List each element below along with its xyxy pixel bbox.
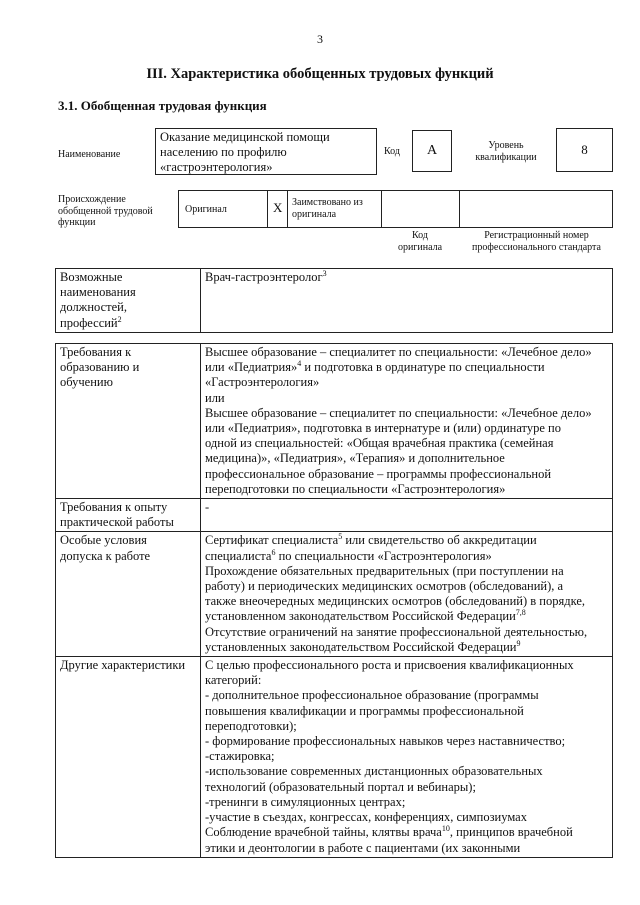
requirement-line <box>205 841 608 856</box>
requirement-text: Высшее образование – специалитет по специальности: «Лечебное дело» <box>205 405 592 420</box>
footnote-mark: 7,8 <box>515 608 526 618</box>
requirement-label-line: Другие характеристики <box>60 658 186 673</box>
requirement-label <box>56 657 201 858</box>
requirement-line <box>205 719 608 734</box>
requirement-line <box>205 549 608 564</box>
requirement-line <box>205 345 608 360</box>
table-row <box>56 532 613 657</box>
requirement-text: или «Педиатрия», подготовка в интернатуре и (или) ординатуре по <box>205 421 561 436</box>
requirement-text: - <box>205 500 210 515</box>
requirement-label-line: практической работы <box>60 515 174 530</box>
level-label <box>456 140 556 164</box>
requirement-line <box>205 749 608 764</box>
name-line-3: «гастроэнтерология» <box>160 160 273 174</box>
requirement-text: переподготовки); <box>205 718 297 733</box>
requirement-line <box>205 436 608 451</box>
positions-label-line-3: должностей, <box>60 300 127 315</box>
origin-label <box>58 194 153 229</box>
requirement-text: - дополнительное профессиональное образование (программы <box>205 688 539 703</box>
requirement-label-line: обучению <box>60 375 113 390</box>
orig-code-caption-line-1: Код <box>412 230 428 241</box>
requirement-line <box>205 673 608 688</box>
footnote-mark: 10 <box>441 824 450 834</box>
requirement-line <box>205 764 608 779</box>
page-number: 3 <box>317 32 323 46</box>
requirement-line <box>205 533 608 548</box>
requirement-line <box>205 688 608 703</box>
requirement-line <box>205 704 608 719</box>
requirement-line <box>205 810 608 825</box>
requirement-text: специалиста <box>205 548 272 563</box>
requirement-text: Соблюдение врачебной тайны, клятвы врача <box>205 825 442 840</box>
origin-table <box>178 190 613 228</box>
requirement-line <box>205 500 608 515</box>
requirement-text-after: , принципов врачебной <box>449 825 573 840</box>
borrowed-label-line-1: Заимствовано из <box>292 197 363 208</box>
requirement-line <box>205 609 608 624</box>
positions-label <box>56 269 201 333</box>
requirement-line <box>205 467 608 482</box>
requirement-line <box>205 406 608 421</box>
requirement-line <box>205 421 608 436</box>
code-value: А <box>412 130 452 172</box>
table-row <box>56 344 613 499</box>
requirement-value <box>201 344 613 499</box>
positions-label-line-2: наименования <box>60 285 136 300</box>
requirement-line <box>205 734 608 749</box>
origin-label-line-2: обобщенной трудовой <box>58 205 153 217</box>
requirement-line <box>205 625 608 640</box>
requirement-text: Отсутствие ограничений на занятие профессиональной деятельностью, <box>205 624 588 639</box>
positions-label-line-1: Возможные <box>60 270 123 284</box>
requirement-line <box>205 375 608 390</box>
requirement-text: установленных законодательством Российской Федерации <box>205 639 517 654</box>
name-line-1: Оказание медицинской помощи <box>160 130 330 144</box>
positions-value-text: Врач-гастроэнтеролог <box>205 270 323 284</box>
footnote-mark: 6 <box>271 547 276 557</box>
section-title: III. Характеристика обобщенных трудовых функций <box>146 66 494 82</box>
requirement-label-line: Особые условия <box>60 533 147 548</box>
requirement-value <box>201 499 613 532</box>
requirement-text: работу) и периодических медицинских осмотров (обследований), а <box>205 579 564 594</box>
requirement-text: повышения квалификации и программы профессиональной <box>205 703 524 718</box>
requirement-label-line: Требования к опыту <box>60 500 168 515</box>
borrowed-label <box>292 197 363 220</box>
requirement-line <box>205 795 608 810</box>
requirement-text: -участие в съездах, конгрессах, конференциях, симпозиумах <box>205 810 527 825</box>
requirement-line <box>205 564 608 579</box>
requirement-text: -использование современных дистанционных образовательных <box>205 764 543 779</box>
requirement-line <box>205 482 608 497</box>
requirement-text-after: и подготовка в ординатуре по специальности <box>301 360 545 375</box>
requirement-text: медицина)», «Педиатрия», «Терапия» и дополнительное <box>205 451 505 466</box>
requirement-label <box>56 532 201 657</box>
requirement-value <box>201 532 613 657</box>
requirement-text: также внеочередных медицинских осмотров (обследований) в порядке, <box>205 594 586 609</box>
requirements-table <box>55 343 613 858</box>
name-line-2: населению по профилю <box>160 145 287 159</box>
level-label-line-1: Уровень <box>488 140 524 151</box>
requirement-text-after: по специальности «Гастроэнтерология» <box>275 548 492 563</box>
requirement-text: -стажировка; <box>205 749 275 764</box>
requirement-line <box>205 391 608 406</box>
requirement-label-line: Требования к <box>60 345 132 359</box>
requirement-text: - формирование профессиональных навыков через наставничество; <box>205 734 566 749</box>
origin-label-line-1: Происхождение <box>58 194 126 205</box>
footnote-mark: 4 <box>297 359 302 369</box>
positions-table <box>55 268 613 333</box>
positions-label-text: профессий <box>60 315 118 330</box>
requirement-text: этики и деонтологии в работе с пациентами (их законными <box>205 840 521 855</box>
table-row <box>56 657 613 858</box>
code-label: Код <box>384 146 400 157</box>
requirement-text: или «Педиатрия» <box>205 360 298 375</box>
table-row <box>56 499 613 532</box>
original-label: Оригинал <box>185 204 227 215</box>
requirement-line <box>205 451 608 466</box>
reg-number-caption <box>460 230 613 254</box>
orig-code-caption-line-2: оригинала <box>397 242 443 253</box>
requirement-text: одной из специальностей: «Общая врачебная практика (семейная <box>205 436 554 451</box>
table-row <box>56 269 613 333</box>
requirement-text: переподготовки по специальности «Гастроэнтерология» <box>205 481 506 496</box>
requirement-line <box>205 658 608 673</box>
requirement-line <box>205 360 608 375</box>
requirement-label <box>56 344 201 499</box>
requirement-text: технологий (образовательный портал и вебинары); <box>205 779 476 794</box>
level-value: 8 <box>556 128 613 172</box>
requirement-text: «Гастроэнтерология» <box>205 375 320 390</box>
requirement-line <box>205 594 608 609</box>
requirement-text: Прохождение обязательных предварительных (при поступлении на <box>205 563 564 578</box>
requirement-text: Высшее образование – специалитет по специальности: «Лечебное дело» <box>205 345 592 359</box>
original-mark: X <box>273 200 283 215</box>
footnote-mark: 9 <box>516 638 521 648</box>
name-label: Наименование <box>58 149 121 160</box>
reg-number-caption-line-1: Регистрационный номер <box>484 230 589 241</box>
name-value-box <box>155 128 377 175</box>
requirement-line <box>205 579 608 594</box>
requirement-line <box>205 640 608 655</box>
positions-value <box>201 269 613 333</box>
footnote-mark: 3 <box>322 268 327 278</box>
subsection-title: 3.1. Обобщенная трудовая функция <box>58 98 267 113</box>
footnote-mark: 2 <box>117 314 122 324</box>
requirement-text: установленном законодательством Российской Федерации <box>205 609 516 624</box>
requirement-text: С целью профессионального роста и присвоения квалификационных <box>205 658 574 673</box>
positions-label-line-4 <box>60 316 196 331</box>
requirement-label <box>56 499 201 532</box>
requirement-line <box>205 780 608 795</box>
origin-label-line-3: функции <box>58 217 96 228</box>
requirement-text: категорий: <box>205 673 262 688</box>
requirement-label-line: допуска к работе <box>60 548 151 563</box>
level-label-line-2: квалификации <box>475 152 537 163</box>
reg-number-caption-line-2: профессионального стандарта <box>472 242 601 253</box>
requirement-text: Сертификат специалиста <box>205 533 339 548</box>
requirement-value <box>201 657 613 858</box>
requirement-text: -тренинги в симуляционных центрах; <box>205 794 406 809</box>
requirement-text-after: или свидетельство об аккредитации <box>342 533 537 548</box>
requirement-line <box>205 825 608 840</box>
orig-code-caption <box>382 230 458 254</box>
footnote-mark: 5 <box>338 532 343 542</box>
requirement-label-line: образованию и <box>60 360 140 375</box>
borrowed-label-line-2: оригинала <box>292 208 337 220</box>
requirement-text: профессиональное образование – программы профессиональной <box>205 466 552 481</box>
requirement-text: или <box>205 390 225 405</box>
